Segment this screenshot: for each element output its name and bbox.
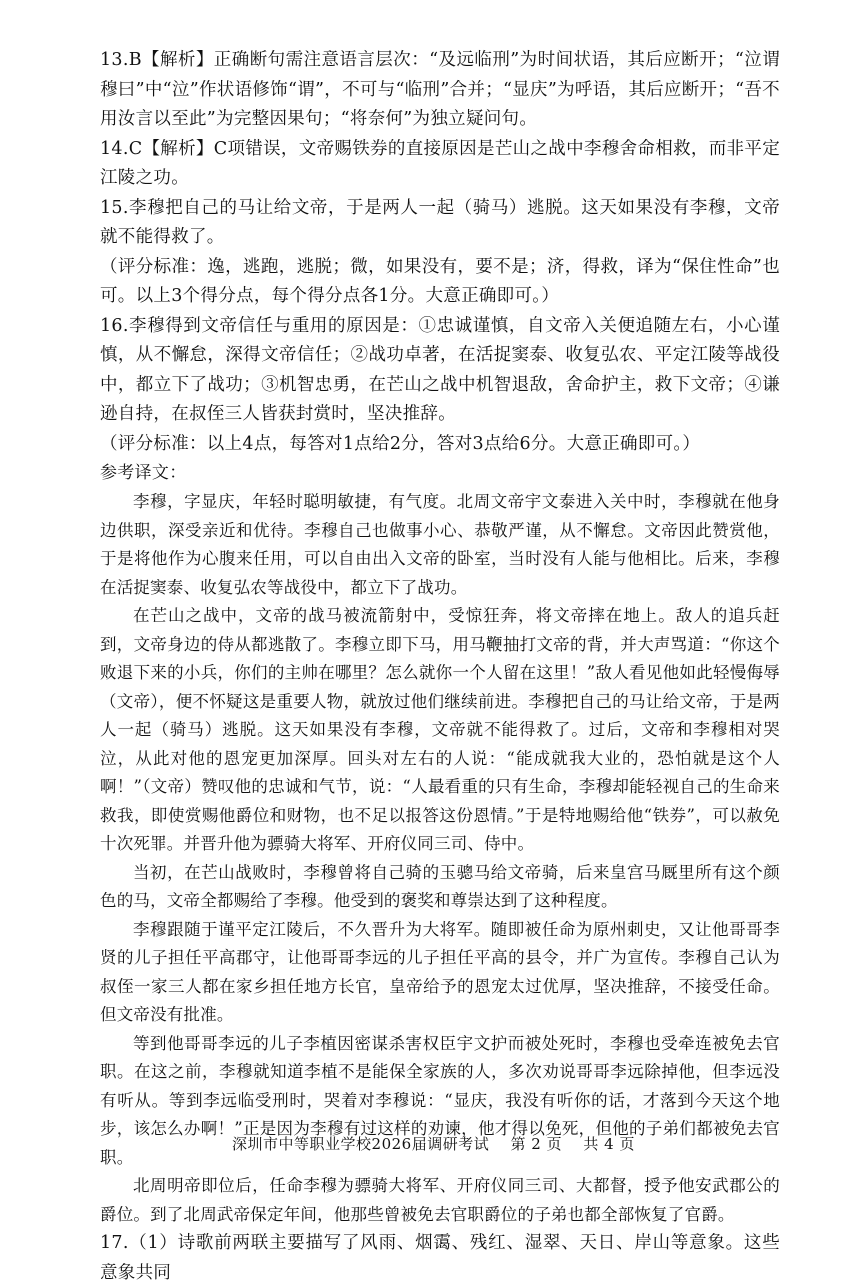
- reference-translation-title: 参考译文：: [100, 463, 187, 483]
- translation-paragraph: 李穆跟随于谨平定江陵后，不久晋升为大将军。随即被任命为原州刺史，又让他哥哥李贤的儿子担任平高郡守，让他哥哥李远的儿子担任平高的县令，并广为宣传。李穆自己认为叔侄一家三人都在家乡担任地方长官，皇帝给予的恩宠太过优厚，坚决推辞，不接受任命。但文帝没有批准。: [100, 919, 780, 1024]
- translation-paragraph: 北周明帝即位后，任命李穆为骠骑大将军、开府仪同三司、大都督，授予他安武郡公的爵位。到了北周武帝保定年间，他那些曾被免去官职爵位的子弟也都全部恢复了官爵。: [100, 1176, 780, 1224]
- page-footer: [0, 1133, 867, 1154]
- exam-name: 深圳市中等职业学校2026届调研考试: [232, 1135, 490, 1153]
- translation-paragraph: 当初，在芒山战败时，李穆曾将自己骑的玉骢马给文帝骑，后来皇宫马厩里所有这个颜色的马，文帝全都赐给了李穆。他受到的褒奖和尊崇达到了这种程度。: [100, 862, 780, 910]
- answer-15: 15.李穆把自己的马让给文帝，于是两人一起（骑马）逃脱。这天如果没有李穆，文帝就不能得救了。: [100, 197, 780, 247]
- answer-14: 14.C【解析】C项错误，文帝赐铁券的直接原因是芒山之战中李穆舍命相救，而非平定江陵之功。: [100, 138, 780, 188]
- answer-content: [100, 46, 780, 1288]
- answer-13: 13.B【解析】正确断句需注意语言层次：“及远临刑”为时间状语，其后应断开；“泣谓穆曰”中“泣”作状语修饰“谓”，不可与“临刑”合并；“显庆”为呼语，其后应断开；“吾不用汝言以至此”为完整因果句；“将奈何”为独立疑问句。: [100, 50, 780, 129]
- translation-paragraph: 等到他哥哥李远的儿子李植因密谋杀害权臣宇文护而被处死时，李穆也受牵连被免去官职。在这之前，李穆就知道李植不是能保全家族的人，多次劝说哥哥李远除掉他，但李远没有听从。等到李远临受刑时，哭着对李穆说：“显庆，我没有听你的话，才落到今天这个地步，该怎么办啊！”正是因为李穆有过这样的劝谏，他才得以免死，但他的子弟们都被免去官职。: [100, 1033, 780, 1167]
- answer-17: 17.（1）诗歌前两联主要描写了风雨、烟霭、残红、湿翠、天日、岸山等意象。这些意象共同: [100, 1233, 780, 1283]
- page-total: 共 4 页: [583, 1135, 635, 1153]
- answer-16-scoring: （评分标准：以上4点，每答对1点给2分，答对3点给6分。大意正确即可。）: [100, 433, 701, 454]
- translation-paragraph: 李穆，字显庆，年轻时聪明敏捷，有气度。北周文帝宇文泰进入关中时，李穆就在他身边供职，深受亲近和优待。李穆自己也做事小心、恭敬严谨，从不懈怠。文帝因此赞赏他，于是将他作为心腹来任用，可以自由出入文帝的卧室，当时没有人能与他相比。后来，李穆在活捉窦泰、收复弘农等战役中，都立下了战功。: [100, 492, 780, 597]
- translation-paragraph: 在芒山之战中，文帝的战马被流箭射中，受惊狂奔，将文帝摔在地上。敌人的追兵赶到，文帝身边的侍从都逃散了。李穆立即下马，用马鞭抽打文帝的背，并大声骂道：“你这个败退下来的小兵，你们的主帅在哪里？怎么就你一个人留在这里！”敌人看见他如此轻慢侮辱（文帝），便不怀疑这是重要人物，就放过他们继续前进。李穆把自己的马让给文帝，于是两人一起（骑马）逃脱。这天如果没有李穆，文帝就不能得救了。过后，文帝和李穆相对哭泣，从此对他的恩宠更加深厚。回头对左右的人说：“能成就我大业的，恐怕就是这个人啊！”（文帝）赞叹他的忠诚和气节，说：“人最看重的只有生命，李穆却能轻视自己的生命来救我，即使赏赐他爵位和财物，也不足以报答这份恩情。”于是特地赐给他“铁券”，可以赦免十次死罪。并晋升他为骠骑大将军、开府仪同三司、侍中。: [100, 606, 780, 853]
- answer-16: 16.李穆得到文帝信任与重用的原因是：①忠诚谨慎，自文帝入关便追随左右，小心谨慎，从不懈怠，深得文帝信任；②战功卓著，在活捉窦泰、收复弘农、平定江陵等战役中，都立下了战功；③机智忠勇，在芒山之战中机智退敌，舍命护主，救下文帝；④谦逊自持，在叔侄三人皆获封赏时，坚决推辞。: [100, 315, 780, 424]
- page-number: 第 2 页: [510, 1135, 563, 1153]
- answer-15-scoring: （评分标准：逸，逃跑，逃脱；微，如果没有，要不是；济，得救，译为“保住性命”也可。以上3个得分点，每个得分点各1分。大意正确即可。）: [100, 256, 780, 306]
